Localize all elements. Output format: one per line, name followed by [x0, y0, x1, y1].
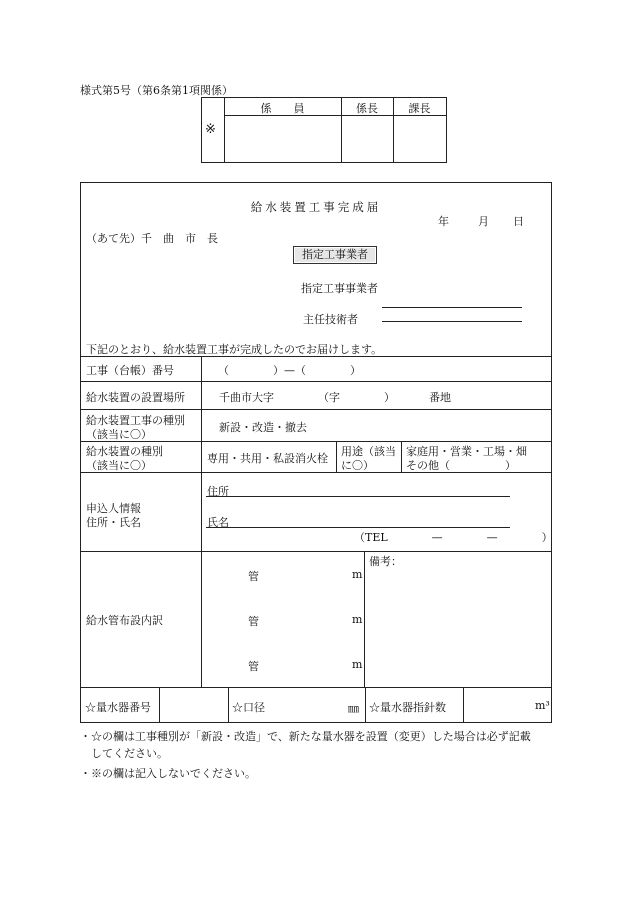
intro-text: 下記のとおり、給水装置工事が完成したのでお届けします。: [86, 343, 383, 356]
designated-contractor-badge: 指定工事業者: [293, 246, 377, 264]
note-1-line2: してください。: [91, 747, 168, 760]
form-number: 様式第5号（第6条第1項関係）: [80, 84, 233, 97]
pipe-label: 給水管布設内訳: [86, 614, 163, 627]
applicant-address-field[interactable]: [206, 496, 510, 497]
pipe-3-label: 管: [248, 660, 259, 673]
approval-header-manager: 課長: [408, 102, 431, 115]
pipe-1-unit: m: [352, 568, 363, 581]
pipe-2-label: 管: [248, 615, 259, 628]
meter-reading-unit: m³: [535, 699, 550, 712]
meter-number-label: ☆量水器番号: [85, 701, 151, 714]
engineer-label: 主任技術者: [303, 313, 358, 326]
location-city: 千曲市大字: [219, 391, 274, 404]
engineer-signature-line: [382, 321, 522, 322]
device-type-label-line1: 給水装置の種別: [86, 445, 163, 458]
remarks-label: 備考：: [369, 555, 402, 568]
contractor-signature-line: [382, 307, 522, 308]
usage-label-line2: に〇）: [341, 459, 374, 472]
location-aza[interactable]: （字 ）: [318, 391, 395, 404]
work-type-options[interactable]: 新設・改造・撤去: [219, 421, 307, 434]
meter-diameter-unit: ㎜: [348, 702, 359, 715]
contractor-label: 指定工事事業者: [301, 282, 378, 295]
date-day: 日: [513, 215, 524, 228]
applicant-label-line2: 住所・氏名: [86, 516, 141, 529]
work-type-label-line1: 給水装置工事の種別: [86, 414, 185, 427]
form-title: 給水装置工事完成届: [250, 200, 382, 214]
usage-options-line1[interactable]: 家庭用・営業・工場・畑: [406, 445, 527, 458]
meter-diameter-label: ☆口径: [232, 701, 265, 714]
applicant-address-label: 住所: [207, 485, 229, 498]
pipe-2-unit: m: [352, 613, 363, 626]
usage-options-line2[interactable]: その他（ ）: [406, 459, 516, 472]
pipe-3-unit: m: [352, 658, 363, 671]
applicant-label-line1: 申込人情報: [86, 502, 141, 515]
addressee: （あて先）千 曲 市 長: [86, 232, 218, 245]
work-type-label-line2: （該当に〇）: [86, 428, 152, 441]
applicant-name-field[interactable]: [206, 527, 510, 528]
location-banchi: 番地: [429, 391, 451, 404]
note-2: ・※の欄は記入しないでください。: [80, 767, 256, 780]
work-number-value[interactable]: （ ）—（ ）: [218, 364, 361, 377]
approval-mark: ※: [205, 122, 216, 137]
pipe-1-label: 管: [248, 570, 259, 583]
approval-header-chief: 係長: [356, 102, 378, 115]
meter-reading-label: ☆量水器指針数: [369, 701, 446, 714]
device-type-options[interactable]: 専用・共用・私設消火栓: [207, 452, 328, 465]
device-type-label-line2: （該当に〇）: [86, 459, 152, 472]
approval-header-staff: 係 員: [260, 102, 305, 115]
date-year: 年: [438, 215, 449, 228]
applicant-name-label: 氏名: [207, 516, 229, 529]
date-month: 月: [478, 215, 489, 228]
applicant-tel[interactable]: （TEL — — ）: [354, 531, 553, 544]
note-1-line1: ・☆の欄は工事種別が「新設・改造」で、新たな量水器を設置（変更）した場合は必ず記載: [80, 730, 531, 743]
work-number-label: 工事（台帳）番号: [86, 364, 174, 377]
location-label: 給水装置の設置場所: [86, 391, 185, 404]
usage-label-line1: 用途（該当: [341, 445, 396, 458]
